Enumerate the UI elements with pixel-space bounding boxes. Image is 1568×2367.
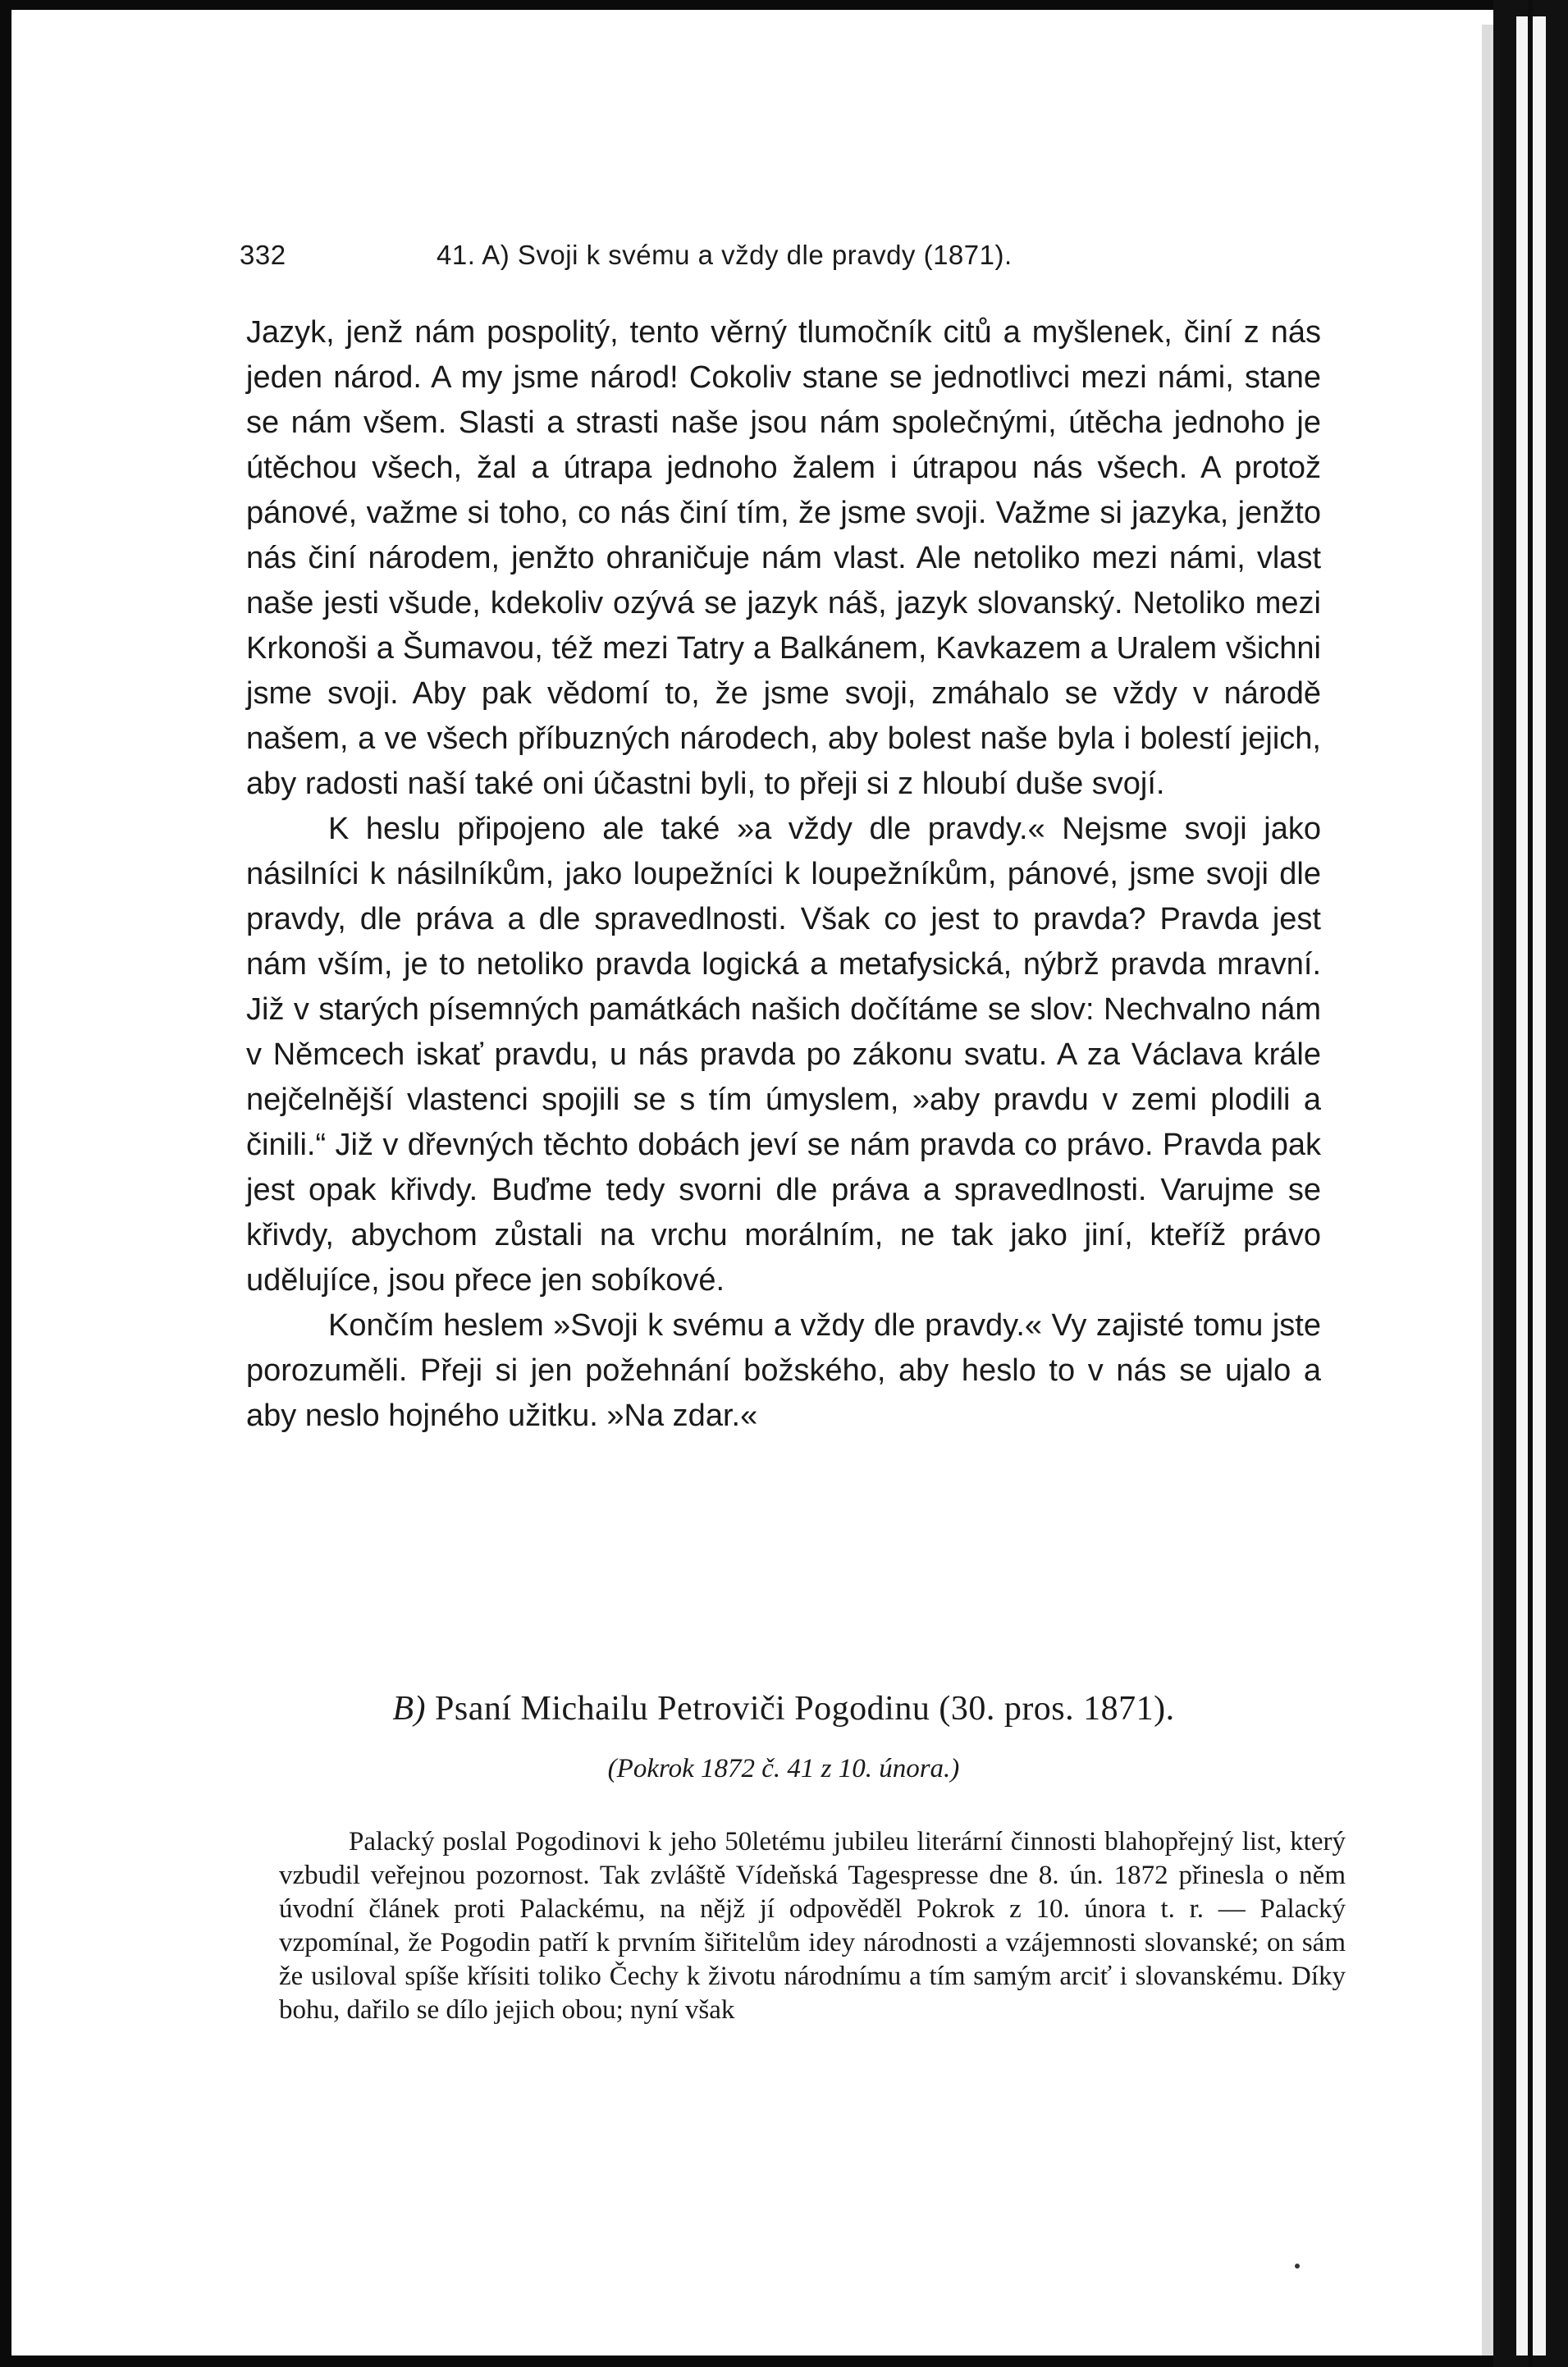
scan-border-left [0, 0, 11, 2367]
paragraph-2: K heslu připojeno ale také »a vždy dle pravdy.« Nejsme svoji jako násilníci k násilníkům, jako loupežníci k loupežníkům, pánové, jsme svoji dle pravdy, dle práva a dle spravedlnosti. Však co jest to pravda? Pravda jest nám vším, je to netoliko pravda logická a metafysická, nýbrž pravda mravní. Již v starých písemných památkách našich dočítáme se slov: Nechvalno nám v Němcech iskať pravdu, u nás pravda po zákonu svatu. A za Václava krále nejčelnější vlastenci spojili se s tím úmyslem, »aby pravdu v zemi plodili a činili.“ Již v dřevných těchto dobách jeví se nám pravda co právo. Pravda pak jest opak křivdy. Buďme tedy svorni dle práva a spravedlnosti. Varujme se křivdy, abychom zůstali na vrchu morálním, ne tak jako jiní, kteříž právo udělujíce, jsou přece jen sobíkové. [246, 812, 1321, 1298]
page-number: 332 [240, 240, 286, 270]
running-title: 41. A) Svoji k svému a vždy dle pravdy (1871). [437, 240, 1013, 270]
section-letter: B) [392, 1690, 427, 1728]
section-title: Psaní Michailu Petroviči Pogodinu (30. pros. 1871). [435, 1690, 1175, 1728]
scan-border-bottom [0, 2356, 1568, 2367]
main-text [246, 310, 1321, 1439]
page-edge-shadow [1482, 25, 1493, 2356]
binding-line [1528, 0, 1533, 2367]
scan-border-top [0, 0, 1568, 10]
note-paragraph: Palacký poslal Pogodinovi k jeho 50letému jubileu literární činnosti blahopřejný list, který vzbudil veřejnou pozornost. Tak zvláště Vídeňská Tagespresse dne 8. ún. 1872 přinesla o něm úvodní článek proti Palackému, na nějž jí odpověděl Pokrok z 10. února t. r. — Palacký vzpomínal, že Pogodin patří k prvním šiřitelům idey národnosti a vzájemnosti slovanské; on sám že usiloval spíše křísiti toliko Čechy k životu národnímu a tím samým arciť i slovanskému. Díky bohu, dařilo se dílo jejich obou; nyní však [279, 1827, 1346, 2025]
editorial-note [279, 1825, 1346, 2027]
paragraph-1: Jazyk, jenž nám pospolitý, tento věrný tlumočník citů a myšlenek, činí z nás jeden národ. A my jsme národ! Cokoliv stane se jednotlivci mezi námi, stane se nám všem. Slasti a strasti naše jsou nám společnými, útěcha jednoho je útěchou všech, žal a útrapa jednoho žalem i útrapou nás všech. A protož pánové, važme si toho, co nás činí tím, že jsme svoji. Važme si jazyka, jenžto nás činí národem, jenžto ohraničuje nám vlast. Ale netoliko mezi námi, vlast naše jesti všude, kdekoliv ozývá se jazyk náš, jazyk slovanský. Netoliko mezi Krkonoši a Šumavou, též mezi Tatry a Balkánem, Kavkazem a Uralem všichni jsme svoji. Aby pak vědomí to, že jsme svoji, zmáhalo se vždy v národě našem, a ve všech příbuzných národech, aby bolest naše byla i bolestí jejich, aby radosti naší také oni účastni byli, to přeji si z hloubí duše svojí. [246, 315, 1321, 801]
section-heading [246, 1689, 1321, 1728]
source-citation: (Pokrok 1872 č. 41 z 10. února.) [607, 1754, 960, 1783]
paragraph-3: Končím heslem »Svoji k svému a vždy dle pravdy.« Vy zajisté tomu jste porozuměli. Přeji si jen požehnání božského, aby heslo to v nás se ujalo a aby neslo hojného užitku. »Na zdar.« [246, 1308, 1321, 1433]
scan-speck [1295, 2264, 1300, 2269]
